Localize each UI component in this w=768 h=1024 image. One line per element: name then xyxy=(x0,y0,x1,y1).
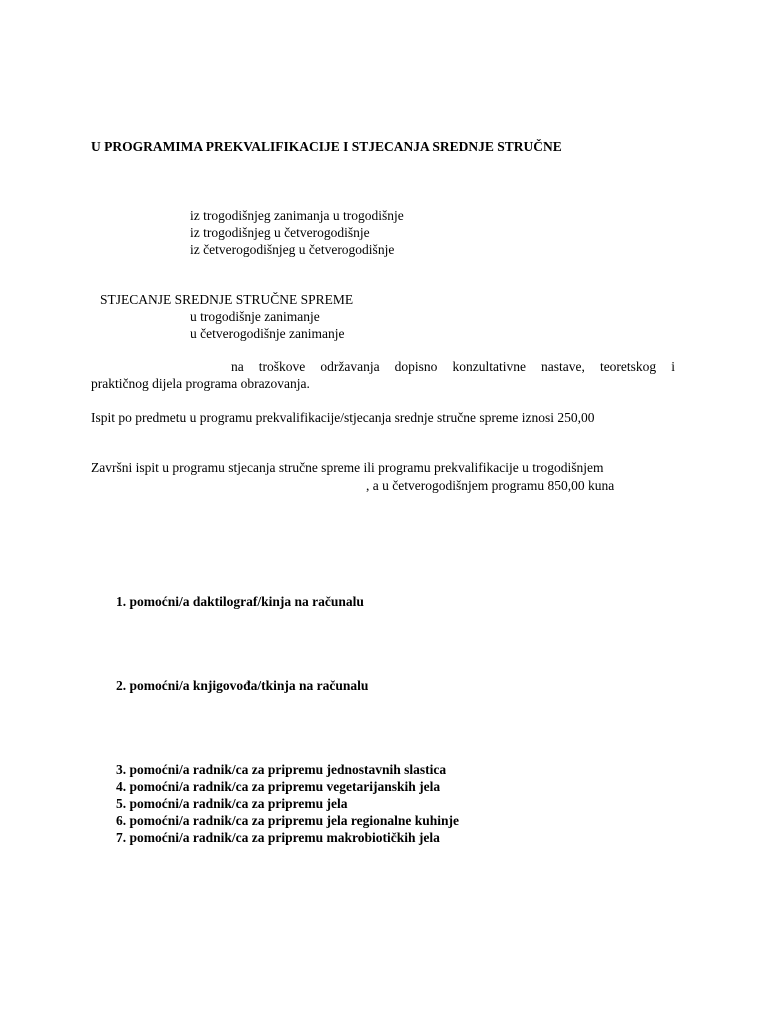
program-item: 7. pomoćni/a radnik/ca za pripremu makrobiotičkih jela xyxy=(116,830,440,845)
program-item: 3. pomoćni/a radnik/ca za pripremu jednostavnih slastica xyxy=(116,762,447,777)
program-item: 6. pomoćni/a radnik/ca za pripremu jela regionalne kuhinje xyxy=(116,813,460,828)
program-item: 2. pomoćni/a knjigovođa/tkinja na računalu xyxy=(116,678,369,693)
program-item: 4. pomoćni/a radnik/ca za pripremu vegetarijanskih jela xyxy=(116,779,441,794)
program-item: 5. pomoćni/a radnik/ca za pripremu jela xyxy=(116,796,348,811)
troskovi-paragraph-line2: praktičnog dijela programa obrazovanja. xyxy=(91,376,310,391)
prekvalifikacija-item: iz trogodišnjeg u četverogodišnje xyxy=(190,225,370,240)
stjecanje-item: u četverogodišnje zanimanje xyxy=(190,326,345,341)
troskovi-paragraph-line1: na troškove održavanja dopisno konzultativne nastave, teoretskog i xyxy=(231,359,675,374)
stjecanje-item: u trogodišnje zanimanje xyxy=(190,309,320,324)
zavrsni-ispit-line2: , a u četverogodišnjem programu 850,00 kuna xyxy=(366,478,615,493)
prekvalifikacija-item: iz četverogodišnjeg u četverogodišnje xyxy=(190,242,395,257)
zavrsni-ispit-line1: Završni ispit u programu stjecanja stručne spreme ili programu prekvalifikacije u trogodišnjem xyxy=(91,460,604,475)
stjecanje-heading: STJECANJE SREDNJE STRUČNE SPREME xyxy=(100,292,354,307)
document-heading: U PROGRAMIMA PREKVALIFIKACIJE I STJECANJA SREDNJE STRUČNE xyxy=(91,139,562,154)
prekvalifikacija-item: iz trogodišnjeg zanimanja u trogodišnje xyxy=(190,208,404,223)
program-item: 1. pomoćni/a daktilograf/kinja na računalu xyxy=(116,594,364,609)
ispit-po-predmetu-paragraph: Ispit po predmetu u programu prekvalifikacije/stjecanja srednje stručne spreme iznosi 250,00 xyxy=(91,410,595,425)
